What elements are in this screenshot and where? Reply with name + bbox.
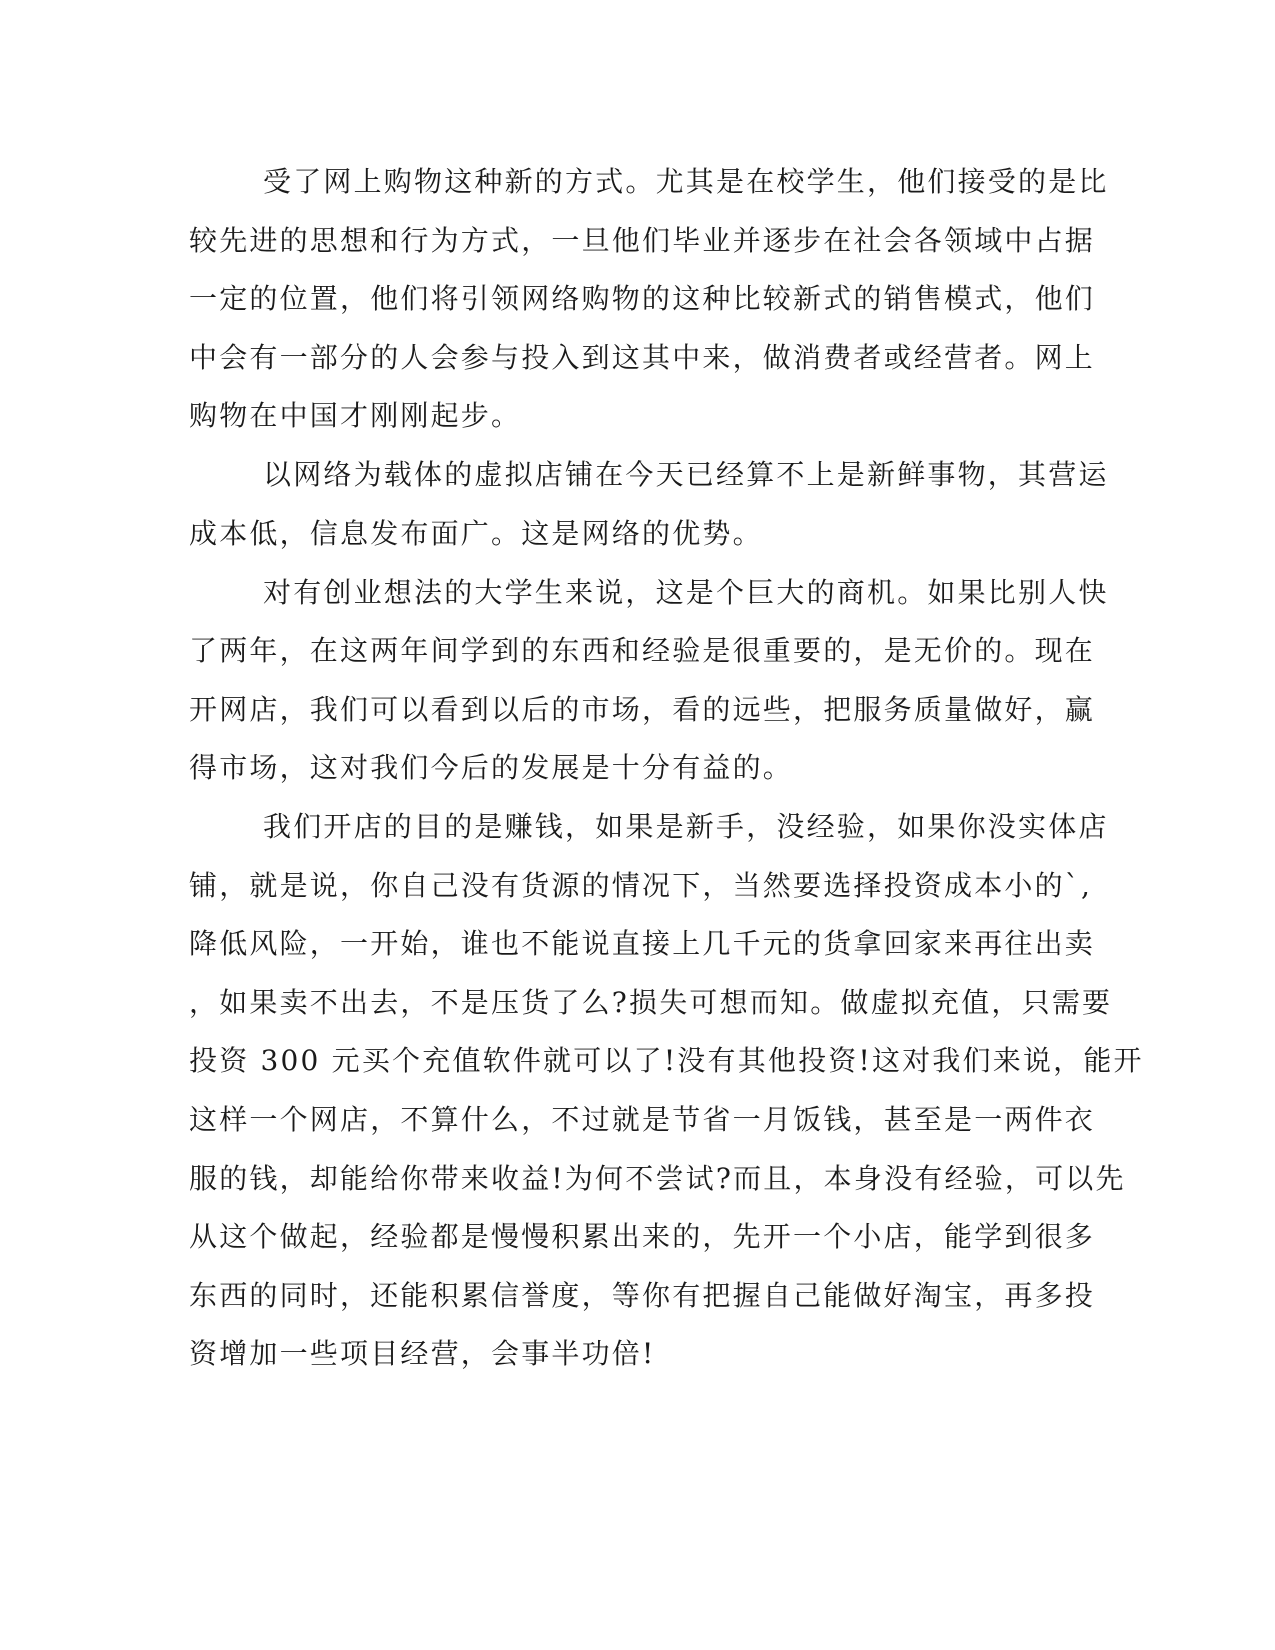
text-line: 成本低，信息发布面广。这是网络的优势。 xyxy=(189,517,763,550)
text-line: 购物在中国才刚刚起步。 xyxy=(189,399,522,432)
text-line: 降低风险，一开始，谁也不能说直接上几千元的货拿回家来再往出卖 xyxy=(189,927,1096,960)
text-line: 服的钱，却能给你带来收益!为何不尝试?而且，本身没有经验，可以先 xyxy=(189,1162,1126,1195)
text-line: 了两年，在这两年间学到的东西和经验是很重要的，是无价的。现在 xyxy=(189,634,1096,667)
text-line: 中会有一部分的人会参与投入到这其中来，做消费者或经营者。网上 xyxy=(189,341,1096,374)
text-line: 以网络为载体的虚拟店铺在今天已经算不上是新鲜事物，其营运 xyxy=(263,458,1109,491)
text-line: 得市场，这对我们今后的发展是十分有益的。 xyxy=(189,751,794,784)
text-line: 受了网上购物这种新的方式。尤其是在校学生，他们接受的是比 xyxy=(263,165,1109,198)
text-line: 开网店，我们可以看到以后的市场，看的远些，把服务质量做好，赢 xyxy=(189,693,1096,726)
text-line: 这样一个网店，不算什么，不过就是节省一月饭钱，甚至是一两件衣 xyxy=(189,1103,1096,1136)
text-line: 较先进的思想和行为方式，一旦他们毕业并逐步在社会各领域中占据 xyxy=(189,224,1096,257)
text-line: 从这个做起，经验都是慢慢积累出来的，先开一个小店，能学到很多 xyxy=(189,1220,1096,1253)
text-line: 东西的同时，还能积累信誉度，等你有把握自己能做好淘宝，再多投 xyxy=(189,1279,1096,1312)
text-line: 一定的位置，他们将引领网络购物的这种比较新式的销售模式，他们 xyxy=(189,282,1096,315)
text-line: 铺，就是说，你自己没有货源的情况下，当然要选择投资成本小的`, xyxy=(189,869,1093,902)
text-line: 投资 300 元买个充值软件就可以了!没有其他投资!这对我们来说，能开 xyxy=(189,1044,1144,1077)
text-line: ，如果卖不出去，不是压货了么?损失可想而知。做虚拟充值，只需要 xyxy=(189,986,1113,1019)
text-line: 我们开店的目的是赚钱，如果是新手，没经验，如果你没实体店 xyxy=(263,810,1109,843)
text-line: 对有创业想法的大学生来说，这是个巨大的商机。如果比别人快 xyxy=(263,576,1109,609)
text-line: 资增加一些项目经营，会事半功倍! xyxy=(189,1337,656,1370)
